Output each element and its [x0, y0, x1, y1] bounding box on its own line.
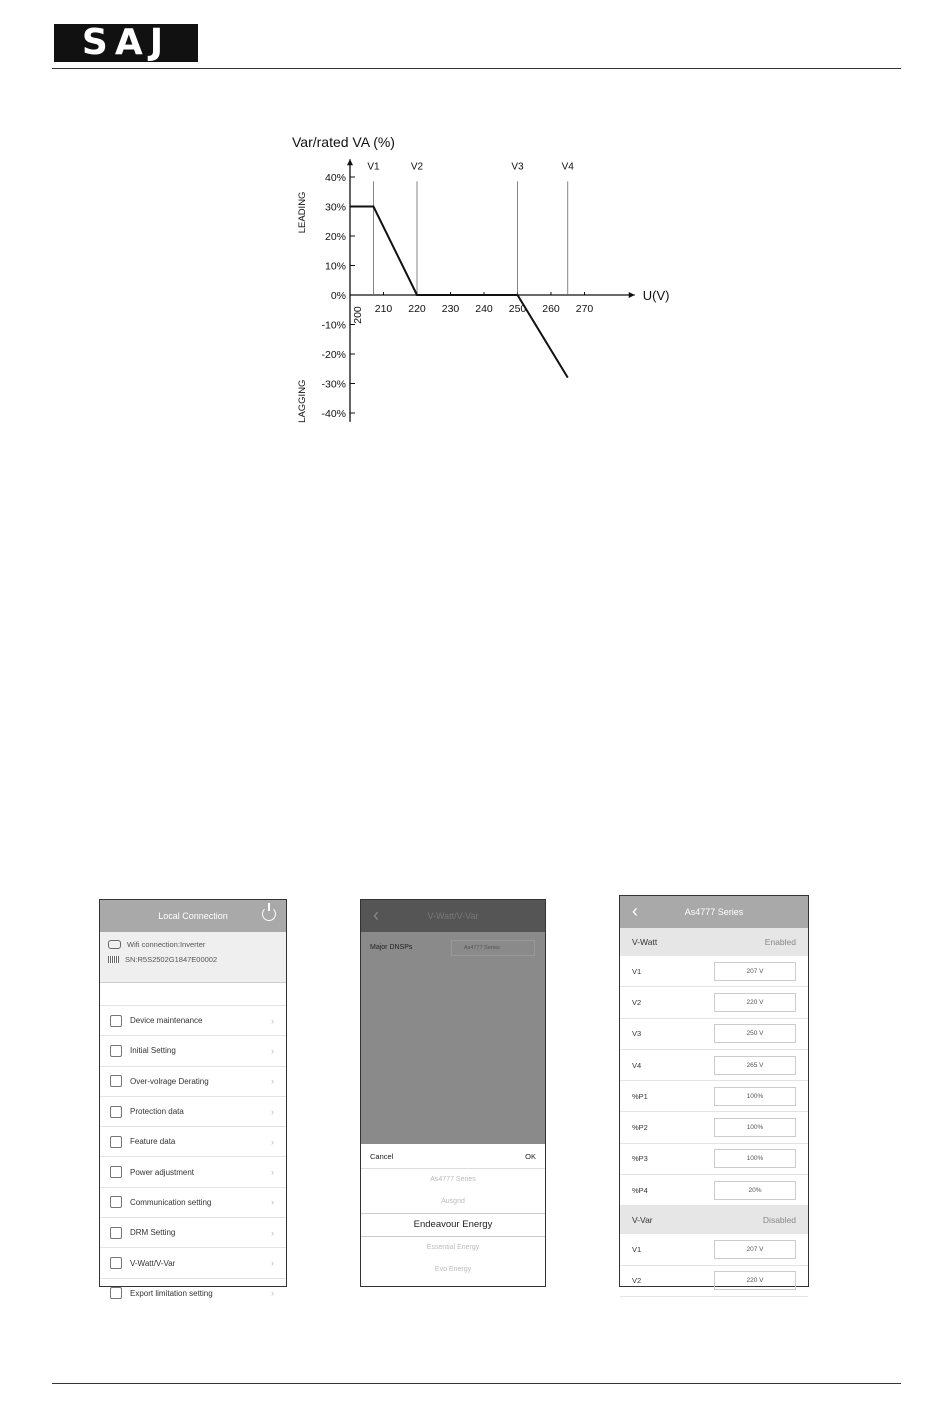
menu-icon	[110, 1227, 122, 1239]
setting-label: V1	[632, 1245, 642, 1255]
back-icon[interactable]: ‹	[632, 901, 638, 921]
chevron-right-icon: ›	[271, 1015, 274, 1026]
y-tick-label: 0%	[330, 290, 346, 302]
var-voltage-chart	[290, 125, 680, 430]
setting-row	[620, 1144, 808, 1175]
header-title: As4777 Series	[684, 907, 744, 917]
menu-icon	[110, 1106, 122, 1118]
menu-item-label: Export limitation setting	[130, 1288, 213, 1298]
menu-item-label: Power adjustment	[130, 1167, 195, 1177]
leading-label: LEADING	[297, 191, 308, 234]
y-tick-label: -40%	[321, 408, 346, 420]
menu-icon	[110, 1257, 122, 1269]
power-icon[interactable]	[262, 907, 276, 921]
setting-row	[620, 1050, 808, 1081]
picker-option[interactable]: Ausgrid	[441, 1198, 465, 1205]
marker-label: V3	[511, 161, 524, 173]
menu-item[interactable]	[100, 1096, 286, 1126]
setting-row	[620, 987, 808, 1018]
setting-label: V1	[632, 966, 642, 976]
menu-icon	[110, 1045, 122, 1057]
picker-option[interactable]: Essential Energy	[426, 1244, 480, 1251]
v-watt-label: V-Watt	[632, 937, 658, 947]
setting-row	[620, 1081, 808, 1112]
serial-number: SN:R5S2502G1847E00002	[125, 955, 218, 964]
menu-item[interactable]	[100, 1035, 286, 1065]
setting-value-field[interactable]: 100%	[714, 1087, 796, 1106]
menu-icon	[110, 1196, 122, 1208]
dnsp-select[interactable]: As4777 Series	[451, 940, 535, 956]
setting-value-field[interactable]: 20%	[714, 1181, 796, 1200]
setting-label: %P2	[632, 1123, 648, 1133]
ok-button[interactable]: OK	[525, 1151, 536, 1161]
setting-value-field[interactable]: 100%	[714, 1149, 796, 1168]
header-rule	[52, 68, 901, 69]
app-header	[361, 900, 545, 932]
saj-logo: SAJ	[54, 24, 198, 62]
setting-label: %P3	[632, 1154, 648, 1164]
setting-row	[620, 956, 808, 987]
y-tick-label: 40%	[324, 172, 346, 184]
menu-item[interactable]	[100, 1187, 286, 1217]
dnsp-label: Major DNSPs	[370, 944, 413, 951]
picker-option[interactable]: Evo Energy	[434, 1266, 472, 1273]
menu-item-label: Communication setting	[130, 1197, 212, 1207]
v-var-section[interactable]	[620, 1206, 808, 1234]
x-tick-label: 230	[441, 303, 460, 315]
menu-item[interactable]	[100, 1156, 286, 1186]
menu-item[interactable]	[100, 1066, 286, 1096]
menu-item-label: Over-volrage Derating	[130, 1076, 209, 1086]
marker-label: V4	[561, 161, 574, 173]
menu-item-label: DRM Setting	[130, 1228, 176, 1238]
x-tick-label: 220	[408, 303, 426, 315]
marker-label: V2	[410, 161, 424, 173]
setting-row	[620, 1019, 808, 1050]
dnsp-picker	[361, 1144, 545, 1286]
setting-label: %P4	[632, 1185, 648, 1195]
menu-icon	[110, 1136, 122, 1148]
setting-label: %P1	[632, 1091, 648, 1101]
y-tick-label: 20%	[324, 231, 346, 243]
link-icon	[108, 940, 121, 949]
dimmed-overlay	[361, 932, 545, 1144]
setting-value-field[interactable]: 265 V	[714, 1056, 796, 1075]
y-tick-label: 10%	[324, 260, 346, 273]
setting-label: V3	[632, 1029, 642, 1039]
x-tick-label: 260	[542, 303, 560, 315]
dnsp-picker-screen	[360, 899, 546, 1287]
chevron-right-icon: ›	[271, 1106, 274, 1117]
v-var-status: Disabled	[762, 1215, 796, 1226]
menu-item-label: Protection data	[130, 1107, 184, 1117]
chevron-right-icon: ›	[271, 1136, 274, 1147]
v-var-label: V-Var	[632, 1215, 653, 1226]
header-title: Local Connection	[158, 911, 228, 921]
back-icon[interactable]: ‹	[373, 905, 379, 925]
wifi-status: Wifi connection:Inverter	[127, 940, 206, 949]
menu-icon	[110, 1166, 122, 1178]
connection-info	[100, 932, 286, 983]
settings-menu	[100, 1005, 286, 1308]
y-tick-label: 30%	[324, 201, 346, 214]
setting-value-field[interactable]: 100%	[714, 1118, 796, 1137]
menu-item-label: Device maintenance	[130, 1016, 203, 1026]
as4777-settings-screen	[619, 895, 809, 1287]
setting-value-field[interactable]: 207 V	[714, 1240, 796, 1259]
setting-value-field[interactable]: 220 V	[714, 1271, 796, 1290]
setting-row	[620, 1112, 808, 1143]
menu-item-label: V-Watt/V-Var	[130, 1258, 176, 1268]
chevron-right-icon: ›	[271, 1227, 274, 1238]
local-connection-screen	[99, 899, 287, 1299]
menu-item[interactable]	[100, 1247, 286, 1277]
setting-value-field[interactable]: 250 V	[714, 1024, 796, 1043]
x-tick-label: 210	[374, 303, 393, 315]
setting-value-field[interactable]: 220 V	[714, 993, 796, 1012]
x-tick-label: 240	[475, 303, 493, 315]
footer-rule	[52, 1383, 901, 1384]
x-tick-label: 250	[508, 303, 527, 315]
cancel-button[interactable]: Cancel	[370, 1151, 394, 1161]
lagging-label: LAGGING	[297, 379, 308, 423]
y-axis-title: Var/rated VA (%)	[292, 134, 395, 150]
menu-item[interactable]	[100, 1278, 286, 1308]
barcode-icon	[108, 956, 119, 963]
chevron-right-icon: ›	[271, 1197, 274, 1208]
setting-row	[620, 1175, 808, 1206]
menu-item-label: Initial Setting	[130, 1046, 176, 1056]
y-tick-label: -20%	[321, 349, 346, 361]
picker-option[interactable]: As4777 Series	[430, 1176, 476, 1183]
setting-row	[620, 1234, 808, 1265]
menu-icon	[110, 1075, 122, 1087]
marker-label: V1	[367, 161, 380, 173]
y-tick-label: -10%	[321, 319, 346, 332]
chevron-right-icon: ›	[271, 1288, 274, 1299]
setting-label: V2	[632, 1276, 642, 1286]
v-watt-status: Enabled	[764, 937, 796, 947]
series-line	[350, 207, 568, 378]
chevron-right-icon: ›	[271, 1045, 274, 1056]
x-axis-title: U(V)	[642, 288, 670, 303]
header-title: V-Watt/V-Var	[427, 911, 479, 921]
setting-row	[620, 1266, 808, 1297]
app-header	[620, 896, 808, 928]
menu-item[interactable]	[100, 1126, 286, 1156]
v-watt-section[interactable]	[620, 928, 808, 956]
menu-item[interactable]	[100, 1005, 286, 1035]
app-header	[100, 900, 286, 932]
setting-value-field[interactable]: 207 V	[714, 962, 796, 981]
chevron-right-icon: ›	[271, 1167, 274, 1178]
setting-label: V4	[632, 1060, 642, 1070]
x-tick-label: 200	[352, 306, 364, 324]
chevron-right-icon: ›	[271, 1258, 274, 1269]
x-tick-label: 270	[575, 303, 594, 315]
y-tick-label: -30%	[321, 378, 346, 391]
y-axis-arrow	[347, 159, 353, 165]
picker-option-selected[interactable]: Endeavour Energy	[361, 1213, 545, 1237]
x-axis-arrow	[629, 292, 635, 298]
menu-icon	[110, 1287, 122, 1299]
menu-item-label: Feature data	[130, 1137, 176, 1147]
menu-icon	[110, 1015, 122, 1027]
setting-label: V2	[632, 997, 642, 1007]
menu-item[interactable]	[100, 1217, 286, 1247]
chevron-right-icon: ›	[271, 1076, 274, 1087]
